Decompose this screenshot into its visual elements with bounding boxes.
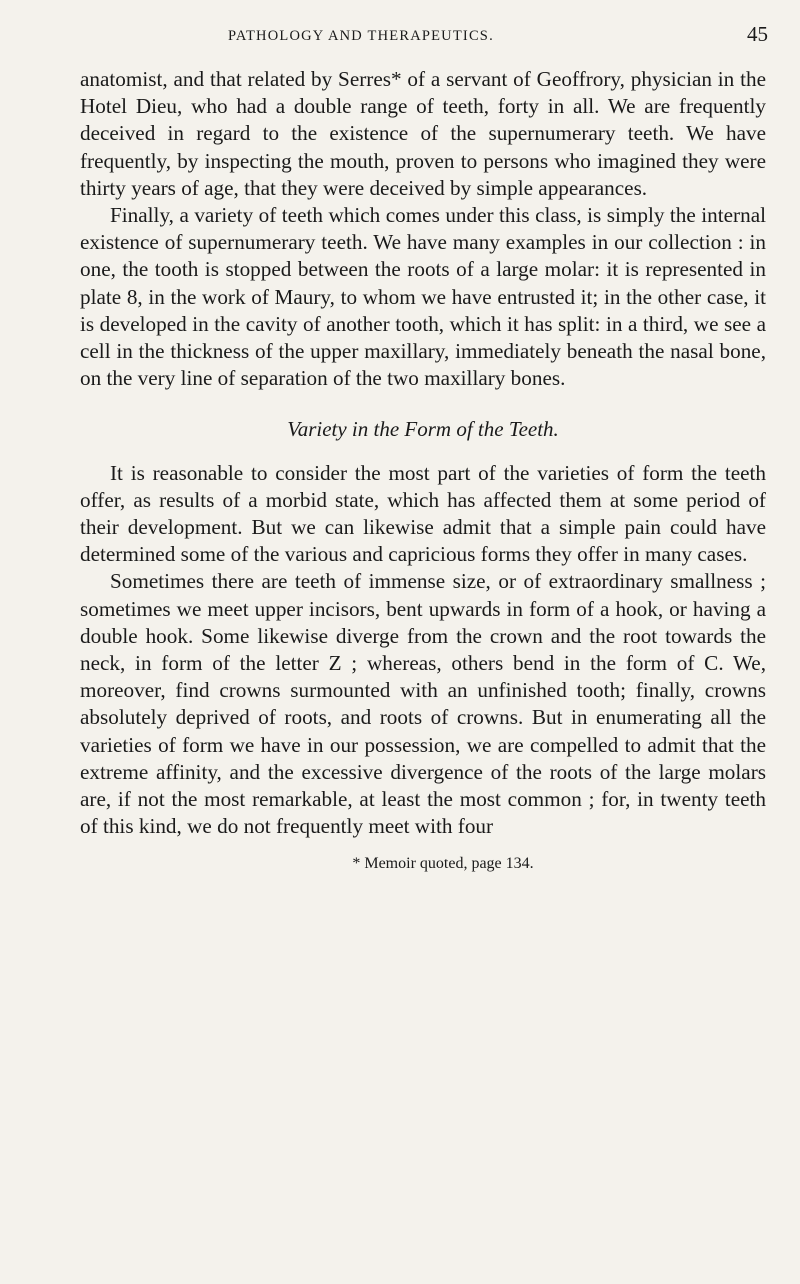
footnote: * Memoir quoted, page 134. xyxy=(352,855,534,873)
paragraph-reasonable: It is reasonable to consider the most part of the varieties of form the teeth offer, as results of a morbid state, which has affected them at some period of their development. But we can likewise admit that a simple pain could have determined some of the various and capricious forms they offer in many cases. xyxy=(80,460,766,567)
running-title: PATHOLOGY AND THERAPEUTICS. xyxy=(228,28,494,44)
page-body xyxy=(80,66,766,878)
running-header xyxy=(78,18,768,48)
paragraph-finally: Finally, a variety of teeth which comes under this class, is simply the internal existence of supernumerary teeth. We have many examples in our collection : in one, the tooth is stopped between the roots of a large molar: it is represented in plate 8, in the work of Maury, to whom we have entrusted it; in the other case, it is developed in the cavity of another tooth, which it has split: in a third, we see a cell in the thickness of the upper maxillary, immediately beneath the nasal bone, on the very line of separation of the two maxillary bones. xyxy=(80,203,766,391)
paragraph-sometimes: Sometimes there are teeth of immense size, or of extraordinary smallness ; sometimes we meet upper incisors, bent upwards in form of a hook, or having a double hook. Some likewise diverge from the crown and the root towards the neck, in form of the letter Z ; whereas, others bend in the form of C. We, moreover, find crowns surmounted with an unfinished tooth; finally, crowns absolutely deprived of roots, and roots of crowns. But in enumerating all the varieties of form we have in our possession, we are compelled to admit that the extreme affinity, and the excessive divergence of the roots of the large molars are, if not the most remarkable, at least the most common ; for, in twenty teeth of this kind, we do not frequently meet with four xyxy=(80,569,766,839)
section-heading: Variety in the Form of the Teeth. xyxy=(287,417,559,442)
page-number: 45 xyxy=(747,22,768,46)
paragraph-continued: anatomist, and that related by Serres* of a servant of Geoffrory, physician in the Hotel Dieu, who had a double range of teeth, forty in all. We are frequently deceived in regard to the existence of the supernumerary teeth. We have frequently, by inspecting the mouth, proven to persons who imagined they were thirty years of age, that they were deceived by simple appearances. xyxy=(80,67,766,200)
